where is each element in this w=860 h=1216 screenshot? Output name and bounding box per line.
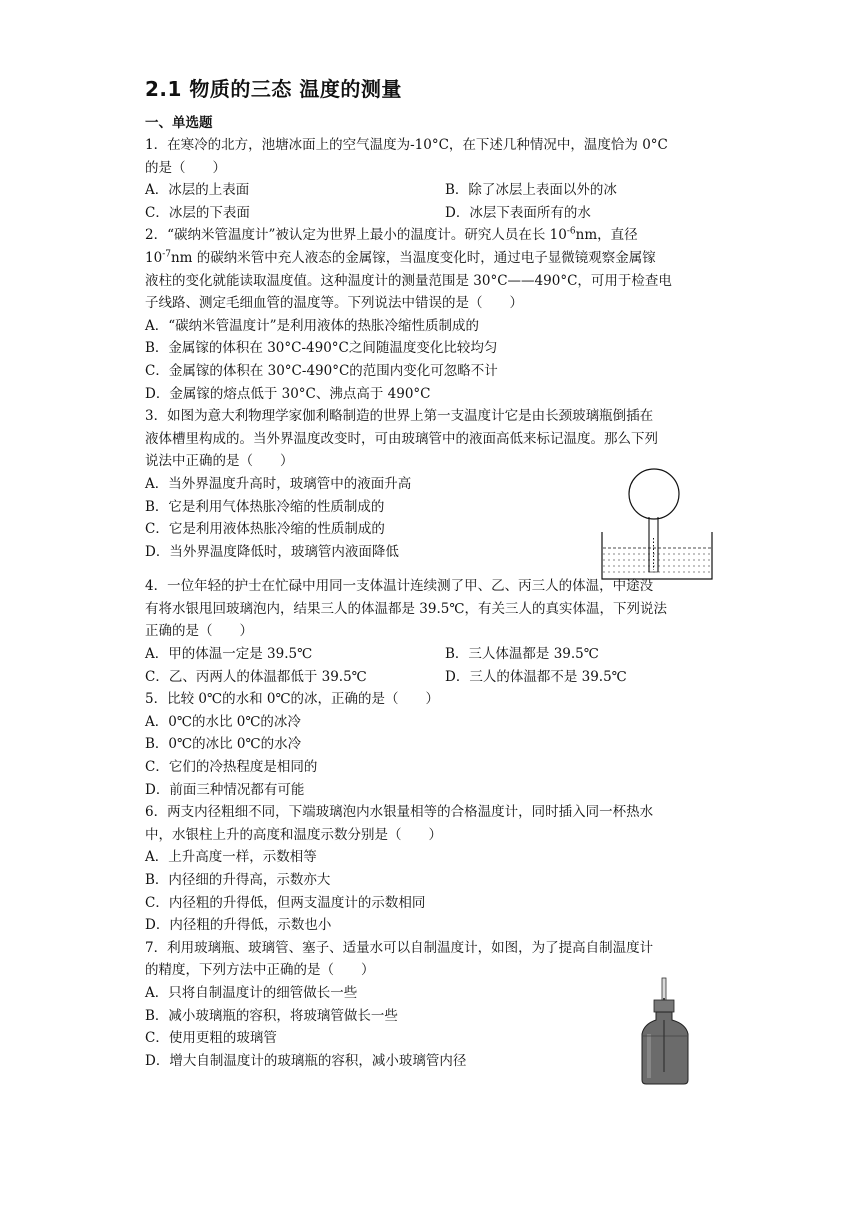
- option-d: D．前面三种情况都有可能: [145, 781, 305, 798]
- option-c: C．乙、丙两人的体温都低于 39.5℃: [145, 668, 367, 685]
- question-stem: 2．“碳纳米管温度计”被认定为世界上最小的温度计。研究人员在长 $10^{-6}nm$，直径: [145, 226, 638, 244]
- question-1: [145, 134, 725, 224]
- option-d: D．冰层下表面所有的水: [445, 204, 591, 221]
- option-c: C．它是利用液体热胀冷缩的性质制成的: [145, 521, 385, 538]
- option-d: D．三人的体温都不是 39.5℃: [445, 668, 627, 685]
- option-b: B．三人体温都是 39.5℃: [445, 646, 599, 663]
- question-stem: 4．一位年轻的护士在忙碌中用同一支体温计连续测了甲、乙、丙三人的体温，中途没: [145, 578, 654, 595]
- option-b: B．内径细的升得高，示数亦大: [145, 872, 331, 888]
- option-a: A．只将自制温度计的细管做长一些: [145, 984, 358, 1001]
- question-stem: 3．如图为意大利物理学家伽利略制造的世界上第一支温度计它是由长颈玻璃瓶倒插在: [145, 408, 654, 425]
- question-4: [145, 575, 725, 688]
- question-stem: 有将水银甩回玻璃泡内，结果三人的体温都是 39.5℃，有关三人的真实体温，下列说法: [145, 600, 667, 617]
- question-stem: 7．利用玻璃瓶、玻璃管、塞子、适量水可以自制温度计，如图，为了提高自制温度计: [145, 939, 654, 956]
- option-c: C．使用更粗的玻璃管: [145, 1030, 277, 1047]
- option-d: D．当外界温度降低时，玻璃管内液面降低: [145, 543, 399, 560]
- question-stem: 的精度，下列方法中正确的是（ ）: [145, 962, 375, 979]
- option-a: A．0℃的水比 0℃的冰冷: [145, 713, 301, 730]
- option-a: A．甲的体温一定是 39.5℃: [145, 646, 313, 663]
- question-stem: $10^{-7}nm$ 的碳纳米管中充人液态的金属镓，当温度变化时，通过电子显微镜观察金属镓: [145, 249, 656, 266]
- option-d: D．内径粗的升得低，示数也小: [145, 917, 332, 934]
- question-stem: 5．比较 0℃的水和 0℃的冰，正确的是（ ）: [145, 691, 440, 708]
- section-heading: 一、单选题: [145, 115, 213, 131]
- page-title: 2.1 物质的三态 温度的测量: [145, 77, 402, 101]
- question-stem: 子线路、测定毛细血管的温度等。下列说法中错误的是（ ）: [145, 295, 523, 312]
- question-5: [145, 688, 725, 801]
- homemade-thermometer-figure: [636, 976, 696, 1086]
- question-stem: 液体槽里构成的。当外界温度改变时，可由玻璃管中的液面高低来标记温度。那么下列: [145, 430, 658, 447]
- option-d: D．金属镓的熔点低于 30°C、沸点高于 490°C: [145, 385, 431, 402]
- option-b: B．0℃的冰比 0℃的水冷: [145, 736, 302, 753]
- question-stem: 6．两支内径粗细不同，下端玻璃泡内水银量相等的合格温度计，同时插入同一杯热水: [145, 804, 654, 821]
- question-2: [145, 224, 725, 405]
- question-stem: 液柱的变化就能读取温度值。这种温度计的测量范围是 30°C——490°C，可用于检查电: [145, 272, 672, 289]
- galileo-thermometer-figure: [598, 462, 720, 582]
- question-stem: 的是（ ）: [145, 159, 226, 176]
- question-stem: 正确的是（ ）: [145, 623, 253, 640]
- option-a: A．“碳纳米管温度计”是利用液体的热胀冷缩性质制成的: [145, 317, 480, 334]
- question-6: [145, 801, 725, 937]
- option-b: B．金属镓的体积在 30°C-490°C之间随温度变化比较均匀: [145, 340, 498, 357]
- option-c: C．冰层的下表面: [145, 204, 250, 221]
- option-c: C．内径粗的升得低，但两支温度计的示数相同: [145, 894, 426, 911]
- option-d: D．增大自制温度计的玻璃瓶的容积，减小玻璃管内径: [145, 1052, 467, 1069]
- option-b: B．减小玻璃瓶的容积，将玻璃管做长一些: [145, 1007, 398, 1024]
- option-c: C．金属镓的体积在 30°C-490°C的范围内变化可忽略不计: [145, 362, 498, 379]
- option-a: A．冰层的上表面: [145, 182, 250, 199]
- question-stem: 中，水银柱上升的高度和温度示数分别是（ ）: [145, 826, 442, 843]
- option-a: A．当外界温度升高时，玻璃管中的液面升高: [145, 475, 412, 492]
- question-stem: 1．在寒冷的北方，池塘冰面上的空气温度为-10°C，在下述几种情况中，温度恰为 0°C: [145, 137, 668, 153]
- option-b: B．除了冰层上表面以外的冰: [445, 182, 617, 199]
- question-stem: 说法中正确的是（ ）: [145, 453, 294, 470]
- option-a: A．上升高度一样，示数相等: [145, 849, 317, 866]
- option-b: B．它是利用气体热胀冷缩的性质制成的: [145, 498, 385, 515]
- option-c: C．它们的冷热程度是相同的: [145, 759, 318, 776]
